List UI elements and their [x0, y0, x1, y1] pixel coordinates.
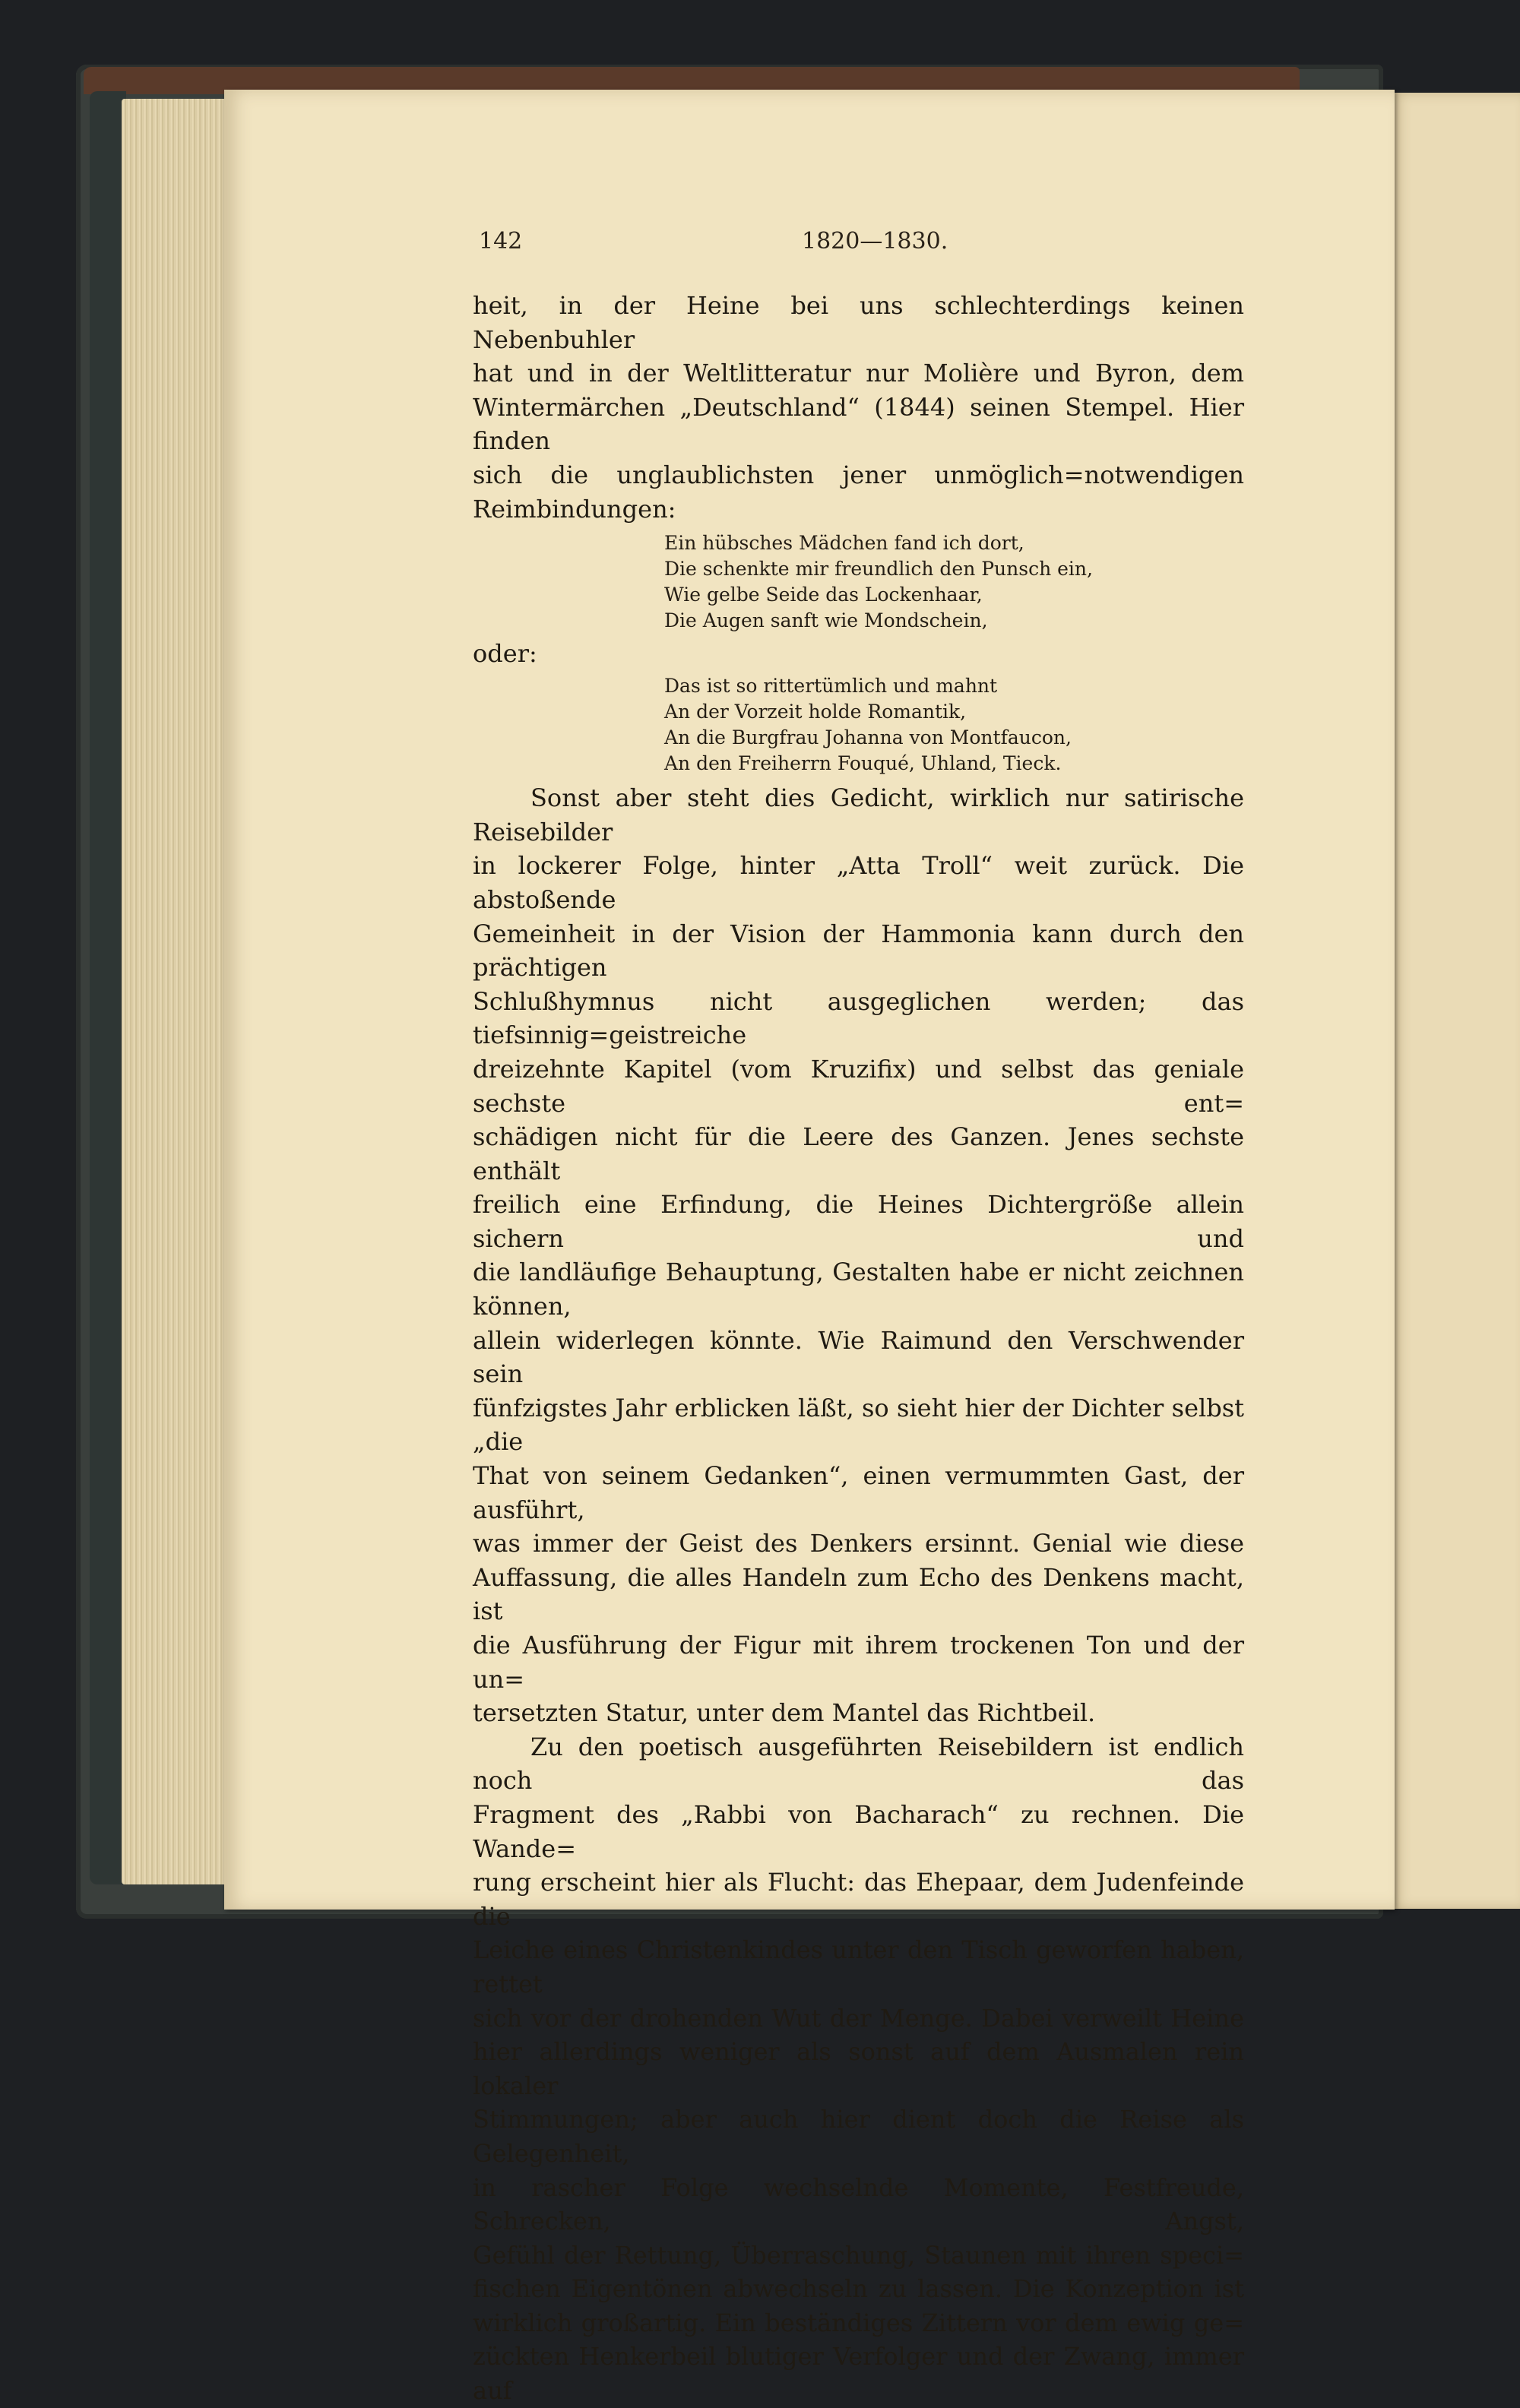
- text-line: sich die unglaublichsten jener unmöglich=notwendigen Reimbindungen:: [473, 460, 1244, 524]
- verse-line: Ein hübsches Mädchen fand ich dort,: [664, 532, 1024, 555]
- facing-page-edge: [1391, 93, 1520, 1909]
- book-spine: [90, 91, 126, 1884]
- page-number: 142: [479, 228, 523, 255]
- paragraph-rabbi-von-bacharach: [473, 1730, 1244, 2408]
- page-edges: [122, 99, 236, 1884]
- text-line: allein widerlegen könnte. Wie Raimund den Verschwender sein: [473, 1325, 1244, 1389]
- text-line: zückten Henkerbeil blutiger Verfolger und der Zwang, immer auf: [473, 2342, 1244, 2406]
- page-body: [473, 289, 1244, 2408]
- text-line: tersetzten Statur, unter dem Mantel das Richtbeil.: [473, 1698, 1096, 1728]
- verse-line: Das ist so rittertümlich und mahnt: [664, 675, 998, 698]
- verse-connector: oder:: [473, 639, 537, 669]
- verse-line: An der Vorzeit holde Romantik,: [664, 701, 967, 723]
- text-line: wirklich großartig. Ein beständiges Zittern vor dem ewig ge=: [473, 2308, 1244, 2337]
- text-line: Gefühl der Rettung, Überraschung, Staunen mit ihren speci=: [473, 2240, 1244, 2270]
- text-line: hier allerdings weniger als sonst auf dem Ausmalen rein lokaler: [473, 2037, 1244, 2100]
- text-line: That von seinem Gedanken“, einen vermummten Gast, der ausführt,: [473, 1461, 1244, 1524]
- text-line: rung erscheint hier als Flucht: das Ehepaar, dem Judenfeinde die: [473, 1868, 1244, 1931]
- text-line: Wintermärchen „Deutschland“ (1844) seinen Stempel. Hier finden: [473, 392, 1244, 456]
- text-line: Stimmungen; aber auch hier dient doch die Reise als Gelegenheit,: [473, 2105, 1244, 2168]
- text-line: Schlußhymnus nicht ausgeglichen werden; das tiefsinnig=geistreiche: [473, 986, 1244, 1050]
- text-line: in lockerer Folge, hinter „Atta Troll“ weit zurück. Die abstoßende: [473, 851, 1244, 914]
- verse-line: Wie gelbe Seide das Lockenhaar,: [664, 584, 983, 606]
- text-line: fischen Eigentönen abwechseln zu lassen. Die Konzeption ist: [473, 2274, 1244, 2304]
- text-line: in rascher Folge wechselnde Momente, Festfreude, Schrecken, Angst,: [473, 2172, 1244, 2236]
- intro-paragraph: [473, 289, 1244, 526]
- text-line: fünfzigstes Jahr erblicken läßt, so sieht hier der Dichter selbst „die: [473, 1393, 1244, 1457]
- verse-line: An die Burgfrau Johanna von Montfaucon,: [664, 726, 1072, 749]
- verse-quote-2: [664, 673, 1244, 777]
- text-line: Auffassung, die alles Handeln zum Echo des Denkens macht, ist: [473, 1562, 1244, 1626]
- verse-line: An den Freiherrn Fouqué, Uhland, Tieck.: [664, 752, 1062, 775]
- verse-line: Die Augen sanft wie Mondschein,: [664, 609, 988, 632]
- text-line: Fragment des „Rabbi von Bacharach“ zu rechnen. Die Wande=: [473, 1799, 1244, 1863]
- text-line: dreizehnte Kapitel (vom Kruzifix) und selbst das geniale sechste ent=: [473, 1054, 1244, 1118]
- text-line: die landläufige Behauptung, Gestalten habe er nicht zeichnen können,: [473, 1258, 1244, 1321]
- text-line: Zu den poetisch ausgeführten Reisebildern ist endlich noch das: [473, 1732, 1244, 1796]
- text-line: sich vor der drohenden Wut der Menge. Dabei verweilt Heine: [473, 2003, 1244, 2033]
- text-line: Gemeinheit in der Vision der Hammonia kann durch den prächtigen: [473, 919, 1244, 983]
- text-line: freilich eine Erfindung, die Heines Dichtergröße allein sichern und: [473, 1190, 1244, 1253]
- running-title: 1820—1830.: [802, 228, 948, 255]
- verse-quote-1: [664, 530, 1244, 634]
- page-header: [479, 228, 1239, 263]
- text-line: schädigen nicht für die Leere des Ganzen. Jenes sechste enthält: [473, 1122, 1244, 1185]
- text-line: Sonst aber steht dies Gedicht, wirklich nur satirische Reisebilder: [473, 783, 1244, 846]
- text-line: was immer der Geist des Denkers ersinnt. Genial wie diese: [473, 1529, 1244, 1558]
- verse-line: Die schenkte mir freundlich den Punsch ein,: [664, 558, 1093, 581]
- text-line: die Ausführung der Figur mit ihrem trockenen Ton und der un=: [473, 1631, 1244, 1694]
- text-line: heit, in der Heine bei uns schlechterdings keinen Nebenbuhler: [473, 291, 1244, 354]
- paragraph-atta-troll: [473, 781, 1244, 1730]
- text-line: Leiche eines Christenkindes unter den Tisch geworfen haben, rettet: [473, 1935, 1244, 1998]
- text-line: hat und in der Weltlitteratur nur Molière und Byron, dem: [473, 359, 1244, 388]
